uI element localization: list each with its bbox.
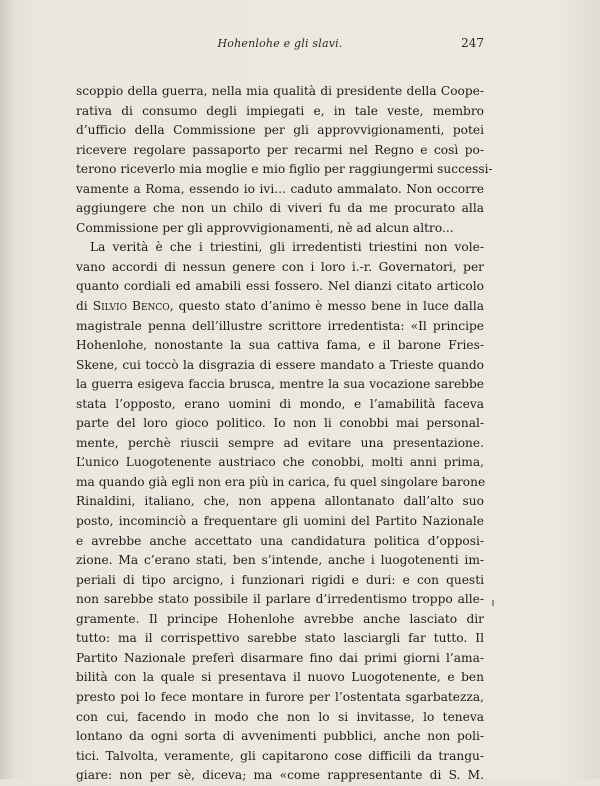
text-line: stata l’opposto, erano uomini di mondo, e l’amabilità faceva [76, 396, 484, 411]
text-line: giare: non per sè, diceva; ma «come rappresentante di S. M. [76, 768, 484, 783]
text-line: Hohenlohe, nonostante la sua cattiva fama, e il barone Fries- [76, 338, 484, 353]
running-title: Hohenlohe e gli slavi. [217, 37, 343, 50]
text-line: tutto: ma il corrispettivo sarebbe stato lasciargli far tutto. Il [76, 631, 484, 646]
text-line: la guerra esigeva faccia brusca, mentre la sua vocazione sarebbe [76, 377, 484, 392]
text-line: terono riceverlo mia moglie e mio figlio per raggiungermi successi- [76, 162, 493, 177]
text-line: parte del loro gioco politico. Io non li conobbi mai personal- [76, 416, 484, 431]
text-line: lontano da ogni sorta di avvenimenti pubblici, anche non poli- [76, 729, 484, 744]
text-line: zione. Ma c’erano stati, ben s’intende, anche i luogotenenti im- [76, 553, 484, 568]
margin-mark [492, 600, 494, 606]
text-line: L’unico Luogotenente austriaco che conobbi, molti anni prima, [76, 455, 484, 470]
text-line: con cui, facendo in modo che non lo si invitasse, lo teneva [76, 709, 484, 724]
page-header [76, 36, 484, 52]
text-line: Skene, cui toccò la disgrazia di essere mandato a Trieste quando [76, 357, 484, 372]
text-line: Rinaldini, italiano, che, non appena allontanato dall’alto suo [76, 494, 484, 509]
text-line: posto, incominciò a frequentare gli uomini del Partito Nazionale [76, 514, 484, 529]
text-line: periali di tipo arcigno, i funzionari rigidi e duri: e con questi [76, 572, 484, 587]
text-line: vano accordi di nessun genere con i loro i.-r. Governatori, per [76, 259, 484, 274]
text-line: gramente. Il principe Hohenlohe avrebbe anche lasciato dir [76, 611, 484, 626]
text-line: Partito Nazionale preferì disarmare fino dai primi giorni l’ama- [76, 650, 484, 665]
body-text [76, 82, 493, 786]
text-line: bilità con la quale si presentava il nuovo Luogotenente, e ben [76, 670, 484, 685]
text-fragment: di [76, 299, 93, 314]
text-line: ma quando già egli non era più in carica, fu quel singolare barone [76, 474, 486, 489]
page-number: 247 [461, 36, 484, 50]
text-line: scoppio della guerra, nella mia qualità di presidente della Coope- [76, 84, 484, 98]
text-line: mente, perchè riuscii sempre ad evitare una presentazione. [76, 435, 484, 450]
text-line: presto poi lo fece montare in furore per l’ostentata sgarbatezza, [76, 689, 484, 704]
text-line: d’ufficio della Commissione per gli approvvigionamenti, potei [76, 123, 484, 138]
author-name: Silvio Benco [92, 299, 170, 314]
text-line: quanto cordiali ed amabili essi fossero. Nel dianzi citato articolo [76, 279, 484, 294]
text-line: magistrale penna dell’illustre scrittore irredentista: «Il principe [76, 318, 484, 333]
text-line: ricevere regolare passaporto per recarmi nel Regno e così po- [76, 142, 484, 157]
text-line: non sarebbe stato possibile il parlare d’irredentismo troppo alle- [76, 592, 484, 607]
paragraph-end-line: Commissione per gli approvvigionamenti, nè ad alcun altro... [76, 220, 454, 235]
text-line: rativa di consumo degli impiegati e, in tale veste, membro [76, 103, 484, 118]
text-line-with-author [76, 297, 484, 317]
text-line: e avrebbe anche accettato una candidatura politica d’opposi- [76, 533, 484, 548]
text-line: tici. Talvolta, veramente, gli capitarono cose difficili da trangu- [76, 748, 484, 763]
text-line: vamente a Roma, essendo io ivi... caduto ammalato. Non occorre [76, 181, 484, 196]
text-fragment: , questo stato d’animo è messo bene in luce dalla [169, 299, 484, 314]
paragraph-start-line: La verità è che i triestini, gli irredentisti triestini non vole- [90, 240, 484, 255]
text-line: aggiungere che non un chilo di viveri fu da me procurato alla [76, 201, 484, 216]
